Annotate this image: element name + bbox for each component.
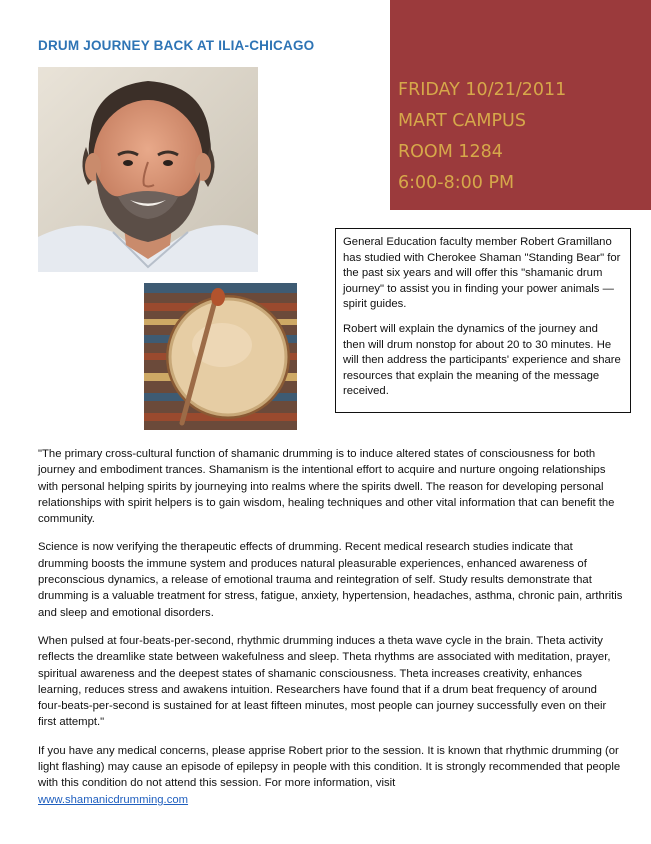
- shamanic-drumming-link[interactable]: www.shamanicdrumming.com: [38, 793, 189, 806]
- page-title: DRUM JOURNEY BACK AT ILIA-CHICAGO: [38, 38, 315, 53]
- event-date: FRIDAY 10/21/2011: [398, 80, 567, 100]
- event-details-box: [390, 0, 651, 210]
- info-paragraph-2: Robert will explain the dynamics of the journey and then will drum nonstop for about 20 to 30 minutes. He will then address the participants' experience and share resources that explain the meaning of the message received.: [343, 322, 621, 398]
- body-paragraph-3: When pulsed at four-beats-per-second, rhythmic drumming induces a theta wave cycle in the brain. Theta activity reflects the dreamlike state between wakefulness and sleep. Theta rhythms are associated with meditation, prayer, spiritual awareness and the deepest states of shamanic consciousness. Theta increases creativity, enhances learning, reduces stress and awakens intuition. Researchers have found that if a drum beat frequency of around four-beats-per-second is sustained for at least fifteen minutes, most people can journey successfully even on their first attempt.": [38, 634, 611, 729]
- drum-image: [144, 283, 297, 430]
- event-room: ROOM 1284: [398, 142, 503, 162]
- medical-notice-text: If you have any medical concerns, please apprise Robert prior to the session. It is known that rhythmic drumming (or light flashing) may cause an episode of epilepsy in people with this condition. It is strongly recommended that people with this condition do not attend this session. For more information, visit: [38, 744, 621, 790]
- body-paragraph-2: Science is now verifying the therapeutic effects of drumming. Recent medical research studies indicate that drumming boosts the immune system and produces natural pleasurable experiences, enhanced awareness of preconscious dynamics, a release of emotional trauma and reintegration of self. Study results demonstrate that drumming is a valuable treatment for stress, fatigue, anxiety, hypertension, headaches, asthma, chronic pain, arthritis and sleep and emotional disorders.: [38, 541, 623, 619]
- event-campus: MART CAMPUS: [398, 111, 526, 131]
- presenter-portrait-image: [38, 67, 258, 272]
- body-paragraph-1: "The primary cross-cultural function of shamanic drumming is to induce altered states of consciousness for both journey and embodiment trances. Shamanism is the intentional effort to acquire and nurture ongoing relationships with personal helping spirits by journeying into realms where the spirits dwell. The reason for developing personal relationships with spirit helpers is to gain wisdom, healing techniques and other vital information that can benefit the community.: [38, 448, 615, 526]
- info-box: [335, 228, 631, 413]
- body-text: [38, 446, 623, 820]
- body-paragraph-4: [38, 743, 623, 808]
- event-time: 6:00-8:00 PM: [398, 173, 515, 193]
- info-paragraph-1: General Education faculty member Robert Gramillano has studied with Cherokee Shaman "Standing Bear" for the past six years and will offer this "shamanic drum journey" to assist you in finding your power animals — spirit guides.: [343, 236, 621, 311]
